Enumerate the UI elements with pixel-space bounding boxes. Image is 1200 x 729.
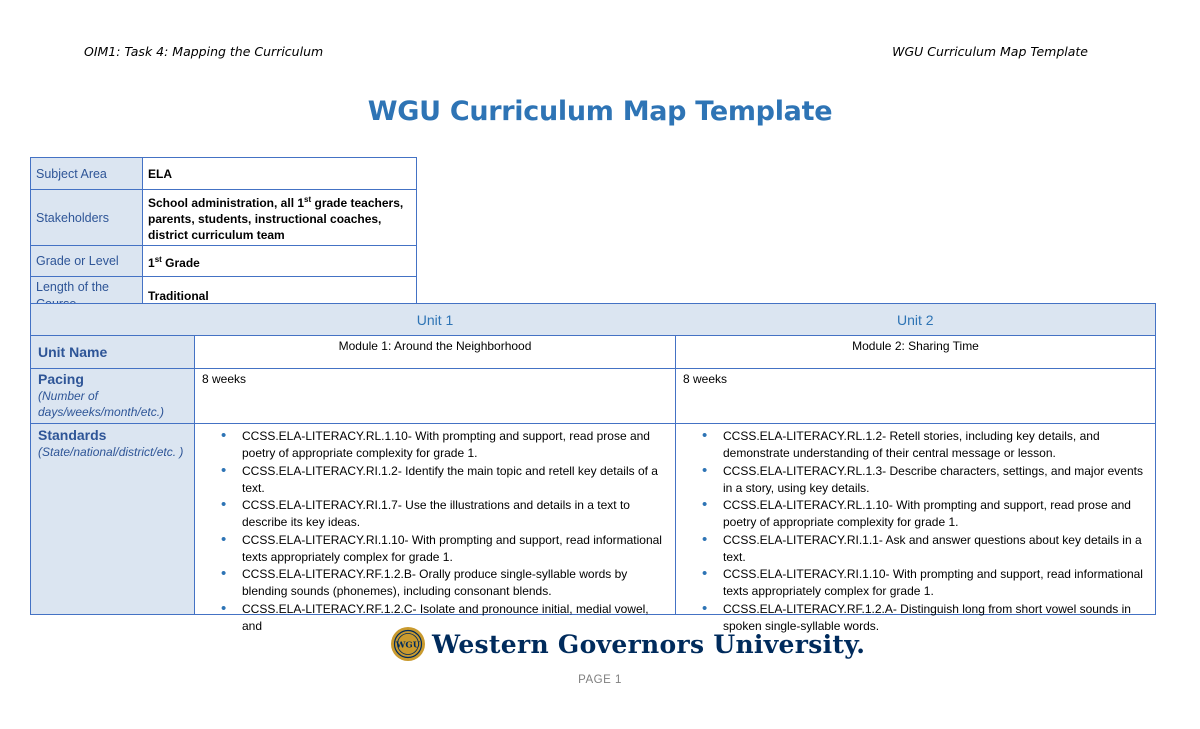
header-right: WGU Curriculum Map Template bbox=[892, 44, 1088, 59]
unit2-standards bbox=[676, 424, 1156, 633]
unit1-standards-list bbox=[215, 428, 665, 635]
standards-label-cell bbox=[31, 424, 195, 615]
unit2-pacing: 8 weeks bbox=[676, 369, 1156, 424]
unit2-name: Module 2: Sharing Time bbox=[676, 336, 1156, 369]
course-info-table bbox=[30, 157, 417, 316]
unit2-header: Unit 2 bbox=[676, 304, 1156, 336]
stakeholders-text-rest: grade teachers, parents, students, instructional coaches, district curriculum team bbox=[148, 196, 404, 242]
list-item: • CCSS.ELA-LITERACY.RL.1.10- With prompting and support, read prose and poetry of appropriate complexity for grade 1. bbox=[696, 497, 1145, 531]
standards-row bbox=[31, 424, 1156, 615]
grade-level-label: Grade or Level bbox=[31, 246, 143, 277]
pacing-sublabel: (Number of days/weeks/month/etc.) bbox=[38, 389, 165, 419]
unit-header-row bbox=[31, 304, 1156, 336]
list-item: • CCSS.ELA-LITERACY.RL.1.3- Describe characters, settings, and major events in a story, using key details. bbox=[696, 463, 1145, 497]
stakeholders-row bbox=[31, 190, 417, 246]
list-item: • CCSS.ELA-LITERACY.RL.1.2- Retell stories, including key details, and demonstrate understanding of their central message or lesson. bbox=[696, 428, 1145, 462]
wgu-seal-text: WGU bbox=[395, 640, 421, 651]
stakeholders-text: School administration, all 1 bbox=[148, 196, 305, 210]
pacing-label: Pacing bbox=[38, 371, 84, 387]
list-item: • CCSS.ELA-LITERACY.RF.1.2.A- Distinguish long from short vowel sounds in spoken single-syllable words. bbox=[696, 601, 1145, 635]
unit1-name: Module 1: Around the Neighborhood bbox=[195, 336, 676, 369]
grade-text: 1 bbox=[148, 255, 155, 270]
list-item: • CCSS.ELA-LITERACY.RF.1.2.C- Isolate and pronounce initial, medial vowel, and bbox=[215, 601, 665, 635]
wgu-seal-icon bbox=[390, 626, 426, 662]
curriculum-map-table bbox=[30, 303, 1156, 633]
header-left: OIM1: Task 4: Mapping the Curriculum bbox=[84, 44, 324, 59]
stakeholders-value bbox=[143, 190, 417, 246]
list-item: • CCSS.ELA-LITERACY.RF.1.2.B- Orally produce single-syllable words by blending sounds (phonemes), including consonant blends. bbox=[215, 566, 665, 600]
grade-sup: st bbox=[154, 254, 162, 264]
unit1-standards bbox=[195, 424, 676, 633]
stakeholders-sup: st bbox=[304, 195, 312, 204]
unit-name-label: Unit Name bbox=[38, 344, 108, 360]
list-item: • CCSS.ELA-LITERACY.RI.1.2- Identify the main topic and retell key details of a text. bbox=[215, 463, 665, 497]
list-item: • CCSS.ELA-LITERACY.RI.1.1- Ask and answer questions about key details in a text. bbox=[696, 532, 1145, 566]
grade-row bbox=[31, 246, 417, 277]
page-number: PAGE 1 bbox=[578, 674, 622, 686]
grade-level-value bbox=[143, 246, 417, 277]
stakeholders-label: Stakeholders bbox=[31, 190, 143, 246]
pacing-label-cell bbox=[31, 369, 195, 424]
subject-area-label: Subject Area bbox=[31, 158, 143, 190]
list-item: • CCSS.ELA-LITERACY.RL.1.10- With prompting and support, read prose and poetry of appropriate complexity for grade 1. bbox=[215, 428, 665, 462]
unit2-standards-list bbox=[696, 428, 1145, 635]
unit-name-label-cell bbox=[31, 336, 195, 369]
grade-text-rest: Grade bbox=[161, 255, 200, 270]
unit-header-blank bbox=[31, 304, 195, 336]
pacing-row bbox=[31, 369, 1156, 424]
unit1-pacing: 8 weeks bbox=[195, 369, 676, 424]
subject-area-value: ELA bbox=[143, 158, 417, 190]
list-item: • CCSS.ELA-LITERACY.RI.1.10- With prompting and support, read informational texts appropriately complex for grade 1. bbox=[696, 566, 1145, 600]
unit1-header: Unit 1 bbox=[195, 304, 676, 336]
list-item: • CCSS.ELA-LITERACY.RI.1.10- With prompting and support, read informational texts appropriately complex for grade 1. bbox=[215, 532, 665, 566]
list-item: • CCSS.ELA-LITERACY.RI.1.7- Use the illustrations and details in a text to describe its key ideas. bbox=[215, 497, 665, 531]
unit-name-row bbox=[31, 336, 1156, 369]
document-title: WGU Curriculum Map Template bbox=[367, 96, 833, 127]
subject-row bbox=[31, 158, 417, 190]
course-length-label: Length of the bbox=[31, 277, 143, 316]
standards-label: Standards bbox=[38, 427, 107, 443]
wgu-logo bbox=[390, 626, 865, 662]
standards-sublabel: (State/national/district/etc. ) bbox=[38, 445, 184, 459]
course-length-value: Traditional bbox=[143, 277, 417, 316]
wgu-logo-text: Western Governors University. bbox=[432, 629, 866, 659]
